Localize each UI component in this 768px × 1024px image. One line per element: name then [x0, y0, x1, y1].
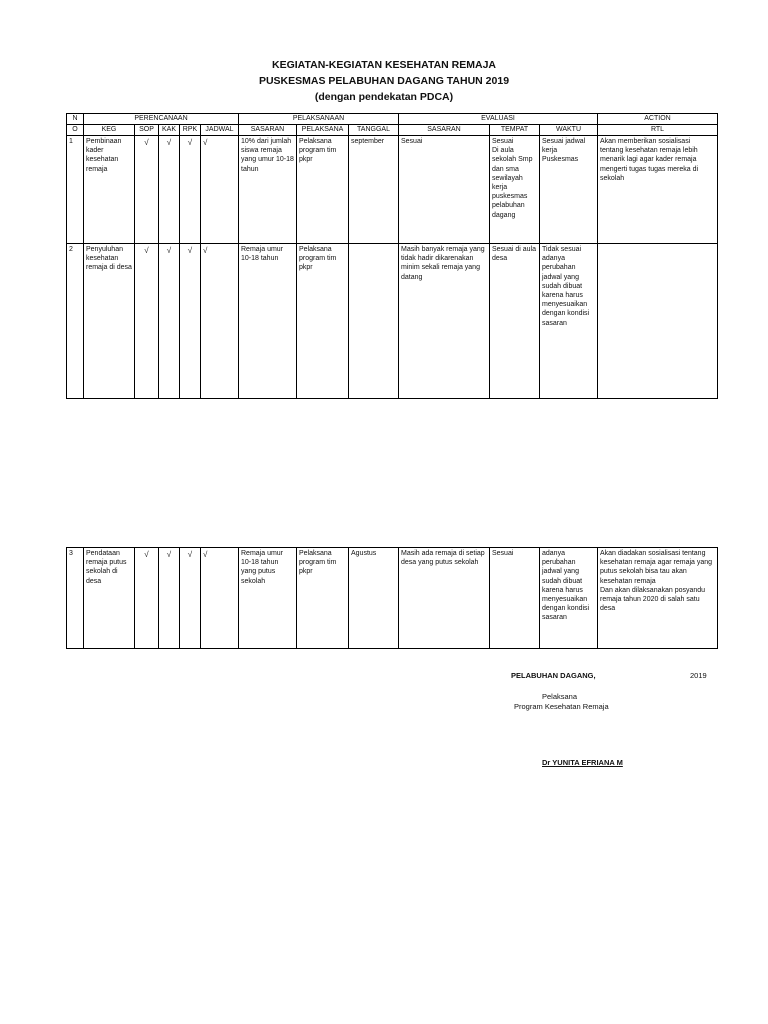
col-header-kak: KAK	[159, 125, 180, 136]
cell-sop-check: √	[135, 136, 159, 244]
cell-tempat: Sesuai Di aula sekolah Smp dan sma sewilayah kerja puskesmas pelabuhan dagang	[490, 136, 540, 244]
col-header-waktu: WAKTU	[540, 125, 598, 136]
cell-tempat: Sesuai di aula desa	[490, 244, 540, 399]
cell-no: 3	[67, 548, 84, 649]
cell-no: 1	[67, 136, 84, 244]
cell-rpk-check: √	[180, 548, 201, 649]
cell-kak-check: √	[159, 548, 180, 649]
cell-sop-check: √	[135, 244, 159, 399]
cell-tanggal: september	[349, 136, 399, 244]
sub-header-row	[67, 125, 718, 136]
no-header-bottom: O	[67, 125, 84, 136]
action-header: ACTION	[598, 114, 718, 125]
cell-tanggal: Agustus	[349, 548, 399, 649]
cell-sasaran: Remaja umur 10-18 tahun yang putus sekolah	[239, 548, 297, 649]
cell-sasaran: Remaja umur 10-18 tahun	[239, 244, 297, 399]
activity-table-continued	[66, 547, 718, 649]
evaluasi-header: EVALUASI	[399, 114, 598, 125]
col-header-tempat: TEMPAT	[490, 125, 540, 136]
group-header-row	[67, 114, 718, 125]
activity-table	[66, 113, 718, 399]
cell-pelaksana: Pelaksana program tim pkpr	[297, 548, 349, 649]
cell-jadwal-check: √	[201, 548, 239, 649]
cell-kak-check: √	[159, 136, 180, 244]
cell-waktu: Tidak sesuai adanya perubahan jadwal yang sudah dibuat karena harus menyesuaikan dengan kondisi sasaran	[540, 244, 598, 399]
table-row	[67, 548, 718, 649]
signature-role-line-1: Pelaksana	[542, 692, 578, 701]
col-header-sop: SOP	[135, 125, 159, 136]
cell-jadwal-check: √	[201, 136, 239, 244]
cell-sop-check: √	[135, 548, 159, 649]
col-header-sasaran: SASARAN	[239, 125, 297, 136]
cell-pelaksana: Pelaksana program tim pkpr	[297, 244, 349, 399]
cell-no: 2	[67, 244, 84, 399]
cell-pelaksana: Pelaksana program tim pkpr	[297, 136, 349, 244]
col-header-jadwal: JADWAL	[201, 125, 239, 136]
cell-rtl	[598, 244, 718, 399]
cell-kak-check: √	[159, 244, 180, 399]
cell-waktu: Sesuai jadwal kerja Puskesmas	[540, 136, 598, 244]
table-row	[67, 136, 718, 244]
cell-keg: Penyuluhan kesehatan remaja di desa	[84, 244, 135, 399]
col-header-tanggal: TANGGAL	[349, 125, 399, 136]
title-line-3: (dengan pendekatan PDCA)	[314, 91, 454, 103]
cell-rpk-check: √	[180, 136, 201, 244]
col-header-pelaksana: PELAKSANA	[297, 125, 349, 136]
signature-name: Dr YUNITA EFRIANA M	[542, 758, 623, 767]
cell-rpk-check: √	[180, 244, 201, 399]
table-row	[67, 244, 718, 399]
col-header-rpk: RPK	[180, 125, 201, 136]
no-header-top: N	[67, 114, 84, 125]
cell-sasaran: 10% dari jumlah siswa remaja yang umur 10-18 tahun	[239, 136, 297, 244]
cell-rtl: Akan memberikan sosialisasi tentang kesehatan remaja lebih menarik lagi agar kader remaja mengerti tugas tugas mereka di sekolah	[598, 136, 718, 244]
pelaksanaan-header: PELAKSANAAN	[239, 114, 399, 125]
signature-place: PELABUHAN DAGANG,	[511, 671, 596, 680]
cell-eval-sasaran: Sesuai	[399, 136, 490, 244]
cell-tanggal	[349, 244, 399, 399]
perencanaan-header: PERENCANAAN	[84, 114, 239, 125]
cell-keg: Pembinaan kader kesehatan remaja	[84, 136, 135, 244]
cell-waktu: adanya perubahan jadwal yang sudah dibuat karena harus menyesuaikan dengan kondisi sasaran	[540, 548, 598, 649]
cell-jadwal-check: √	[201, 244, 239, 399]
cell-keg: Pendataan remaja putus sekolah di desa	[84, 548, 135, 649]
col-header-keg: KEG	[84, 125, 135, 136]
title-line-1: KEGIATAN-KEGIATAN KESEHATAN REMAJA	[272, 59, 496, 71]
title-line-2: PUSKESMAS PELABUHAN DAGANG TAHUN 2019	[258, 75, 510, 87]
col-header-rtl: RTL	[598, 125, 718, 136]
col-header-eval-sasaran: SASARAN	[399, 125, 490, 136]
signature-year: 2019	[690, 671, 707, 680]
signature-role-line-2: Program Kesehatan Remaja	[514, 702, 609, 711]
cell-tempat: Sesuai	[490, 548, 540, 649]
cell-eval-sasaran: Masih banyak remaja yang tidak hadir dikarenakan minim sekali remaja yang datang	[399, 244, 490, 399]
cell-rtl: Akan diadakan sosialisasi tentang kesehatan remaja agar remaja yang putus sekolah bisa tau akan kesehatan remaja Dan akan dilaksanakan posyandu remaja tahun 2020 di salah satu desa	[598, 548, 718, 649]
cell-eval-sasaran: Masih ada remaja di setiap desa yang putus sekolah	[399, 548, 490, 649]
